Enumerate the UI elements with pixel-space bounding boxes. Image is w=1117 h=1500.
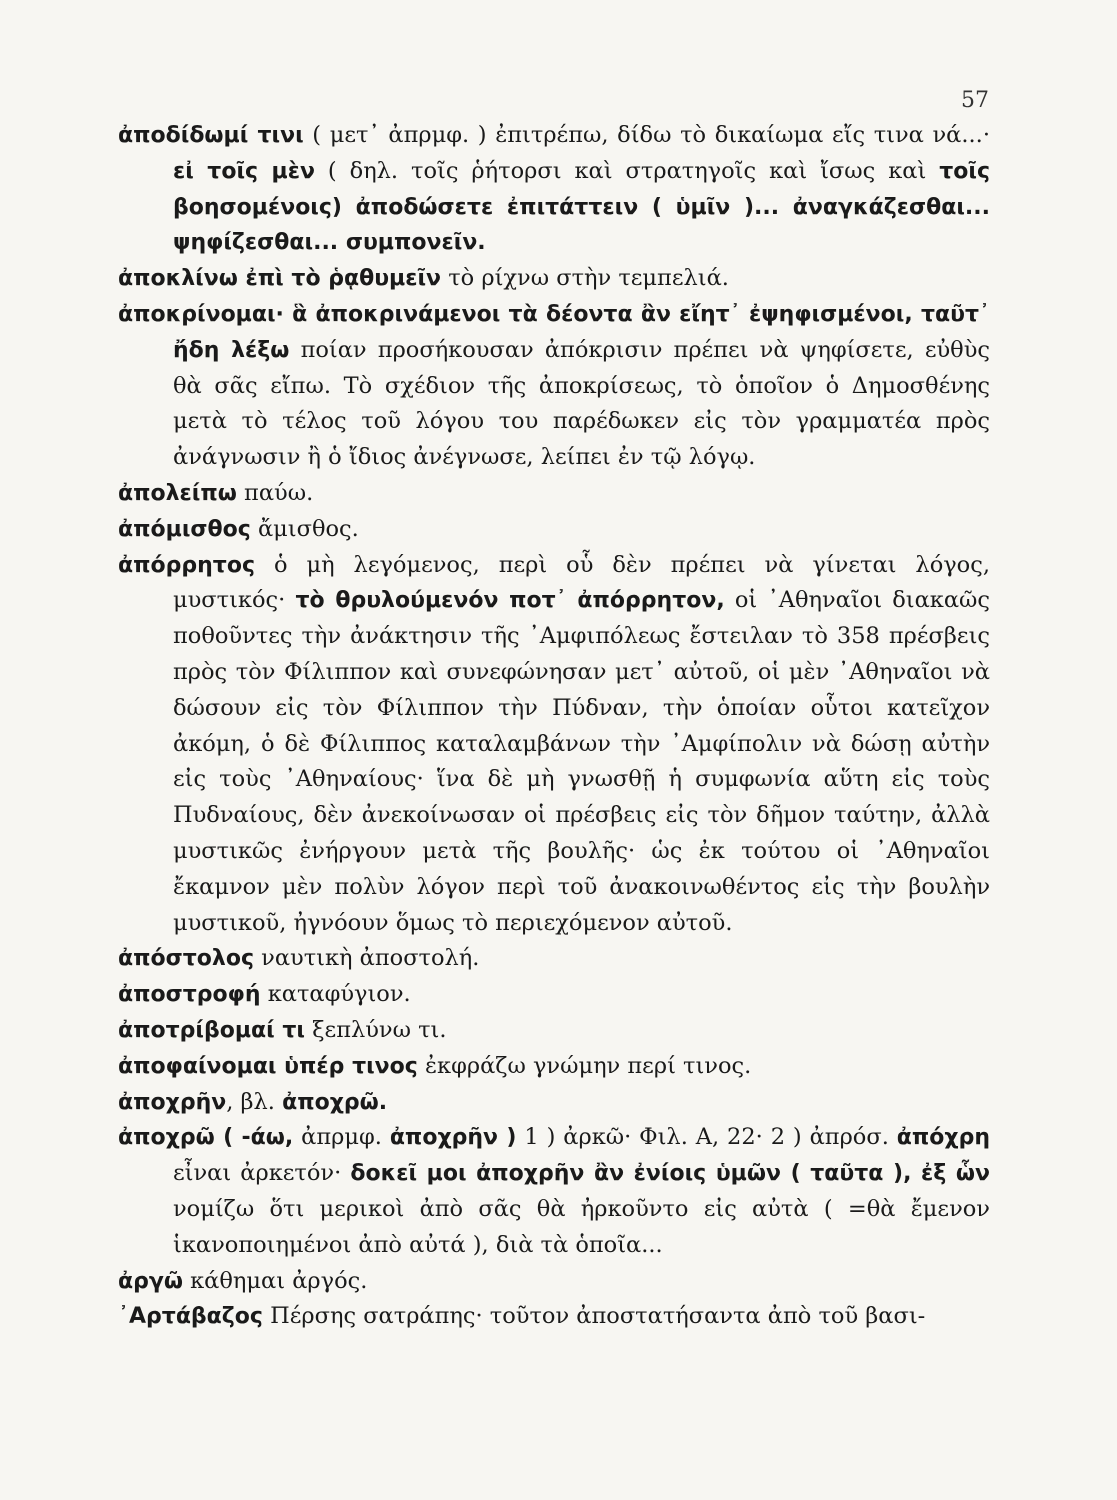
headword-text: ᾿Αρτάβαζος (118, 1304, 263, 1330)
definition-text: καταφύγιον. (260, 981, 411, 1008)
headword-text: ἀργῶ (118, 1268, 183, 1294)
headword-text: ἀπόμισθος (118, 516, 251, 542)
definition-text: Πέρσης σατράπης· τοῦτον ἀποστατήσαντα ἀπὸ τοῦ βασι- (262, 1303, 926, 1330)
definition-text: , βλ. (226, 1088, 283, 1115)
definition-text: ποίαν προσήκουσαν ἀπόκρισιν πρέπει νὰ ψηφίσετε, εὐθὺς θὰ σᾶς εἴπω. Τὸ σχέδιον τῆς ἀποκρίσεως, τὸ ὁποῖον ὁ Δημοσθένης μετὰ τὸ τέλος τοῦ λόγου του παρέδωκεν εἰς τὸν γραμματέα πρὸς ἀνάγνωσιν ἢ ὁ ἴδιος ἀνέγνωσε, λείπει ἐν τῷ λόγῳ. (173, 336, 990, 471)
lexicon-entry (118, 548, 990, 942)
headword-text: ἀπόστολος (118, 946, 254, 972)
lexicon-entry (118, 118, 990, 261)
headword-text: ἀποκλίνω ἐπὶ τὸ ῥᾳθυμεῖν (118, 266, 442, 292)
headword-text: τοῖς βοησομένοις) ἀποδώσετε ἐπιτάττειν ( ὑμῖν )... ἀναγκάζεσθαι... ψηφίζεσθαι... συμπονεῖν. (173, 158, 991, 256)
page-number: 57 (961, 88, 989, 113)
headword-text: ἀπόχρη (896, 1125, 990, 1151)
lexicon-entry (118, 1299, 990, 1335)
definition-text: ἄμισθος. (250, 515, 359, 542)
definition-text: ἀπρμφ. (293, 1124, 390, 1151)
headword-text: ἀποδίδωμί τινι (118, 123, 304, 148)
definition-text: ( μετ᾽ ἀπρμφ. ) ἐπιτρέπω, δίδω τὸ δικαίωμα εἴς τινα νά...· (303, 122, 990, 148)
headword-text: ἀποχρῆν ) (389, 1125, 517, 1151)
definition-text: 1 ) ἀρκῶ· Φιλ. Α, 22· 2 ) ἀπρόσ. (516, 1124, 897, 1151)
headword-text: εἰ τοῖς μὲν (173, 158, 315, 184)
definition-text: κάθημαι ἀργός. (182, 1267, 368, 1294)
headword-text: ἀποστροφή (118, 982, 261, 1008)
definition-text: παύω. (236, 479, 314, 506)
definition-text: ὁ μὴ λεγόμενος, περὶ οὗ δὲν πρέπει νὰ γίνεται λόγος, μυστικός· (173, 551, 990, 614)
lexicon-entry (118, 1049, 990, 1085)
lexicon-entry (118, 1013, 990, 1049)
headword-text: ἀποκρίνομαι· ἃ ἀποκρινάμενοι τὰ δέοντα ἂν εἴητ᾽ ἐψηφισμένοι, ταῦτ᾽ ἤδη λέξω (118, 301, 990, 363)
definition-text: ναυτικὴ ἀποστολή. (254, 945, 480, 972)
headword-text: ἀποχρῶ ( -άω, (118, 1125, 294, 1151)
lexicon-entry (118, 1120, 990, 1263)
headword-text: ἀποχρῶ. (282, 1089, 388, 1115)
headword-text: ἀπόρρητος (118, 552, 255, 578)
lexicon-entry (118, 977, 990, 1013)
headword-text: ἀποτρίβομαί τι (118, 1017, 305, 1043)
definition-text: ( δηλ. τοῖς ῥήτορσι καὶ στρατηγοῖς καὶ ἴσως καὶ (314, 157, 940, 184)
lexicon-entries (118, 118, 990, 1335)
definition-text: νομίζω ὅτι μερικοὶ ἀπὸ σᾶς θὰ ἠρκοῦντο εἰς αὐτὰ ( =θὰ ἔμενον ἱκανοποιημένοι ἀπὸ αὐτά ), διὰ τὰ ὁποῖα... (173, 1195, 990, 1258)
lexicon-entry (118, 261, 990, 297)
lexicon-entry (118, 941, 990, 977)
headword-text: ἀπολείπω (118, 480, 237, 506)
lexicon-entry (118, 1264, 990, 1300)
definition-text: οἱ ᾿Αθηναῖοι διακαῶς ποθοῦντες τὴν ἀνάκτησιν τῆς ᾿Αμφιπόλεως ἔστειλαν τὸ 358 πρέσβεις πρὸς τὸν Φίλιππον καὶ συνεφώνησαν μετ᾽ αὐτοῦ, οἱ μὲν ᾿Αθηναῖοι νὰ δώσουν εἰς τὸν Φίλιππον τὴν Πύδναν, τὴν ὁποίαν οὗτοι κατεῖχον ἀκόμη, ὁ δὲ Φίλιππος καταλαμβάνων τὴν ᾿Αμφίπολιν νὰ δώσῃ αὐτὴν εἰς τοὺς ᾿Αθηναίους· ἵνα δὲ μὴ γνωσθῇ ἡ συμφωνία αὕτη εἰς τοὺς Πυδναίους, δὲν ἀνεκοίνωσαν οἱ πρέσβεις εἰς τὸν δῆμον ταύτην, ἀλλὰ μυστικῶς ἐνήργουν μετὰ τῆς βουλῆς· ὡς ἐκ τούτου οἱ ᾿Αθηναῖοι ἔκαμνον μὲν πολὺν λόγον περὶ τοῦ ἀνακοινωθέντος εἰς τὴν βουλὴν μυστικοῦ, ἠγνόουν ὅμως τὸ περιεχόμενον αὐτοῦ. (173, 587, 990, 936)
lexicon-entry (118, 512, 990, 548)
definition-text: ξεπλύνω τι. (305, 1016, 447, 1043)
headword-text: ἀποφαίνομαι ὑπέρ τινος (118, 1053, 418, 1079)
definition-text: τὸ ρίχνω στὴν τεμπελιά. (441, 265, 729, 292)
definition-text: ἐκφράζω γνώμην περί τινος. (417, 1052, 752, 1079)
headword-text: ἀποχρῆν (118, 1089, 227, 1115)
lexicon-entry (118, 1085, 990, 1121)
definition-text: εἶναι ἀρκετόν· (173, 1160, 351, 1187)
lexicon-entry (118, 297, 990, 476)
headword-text: δοκεῖ μοι ἀποχρῆν ἂν ἐνίοις ὑμῶν ( ταῦτα ), ἐξ ὧν (350, 1161, 991, 1187)
headword-text: τὸ θρυλούμενόν ποτ᾽ ἀπόρρητον, (295, 588, 725, 614)
lexicon-entry (118, 476, 990, 512)
